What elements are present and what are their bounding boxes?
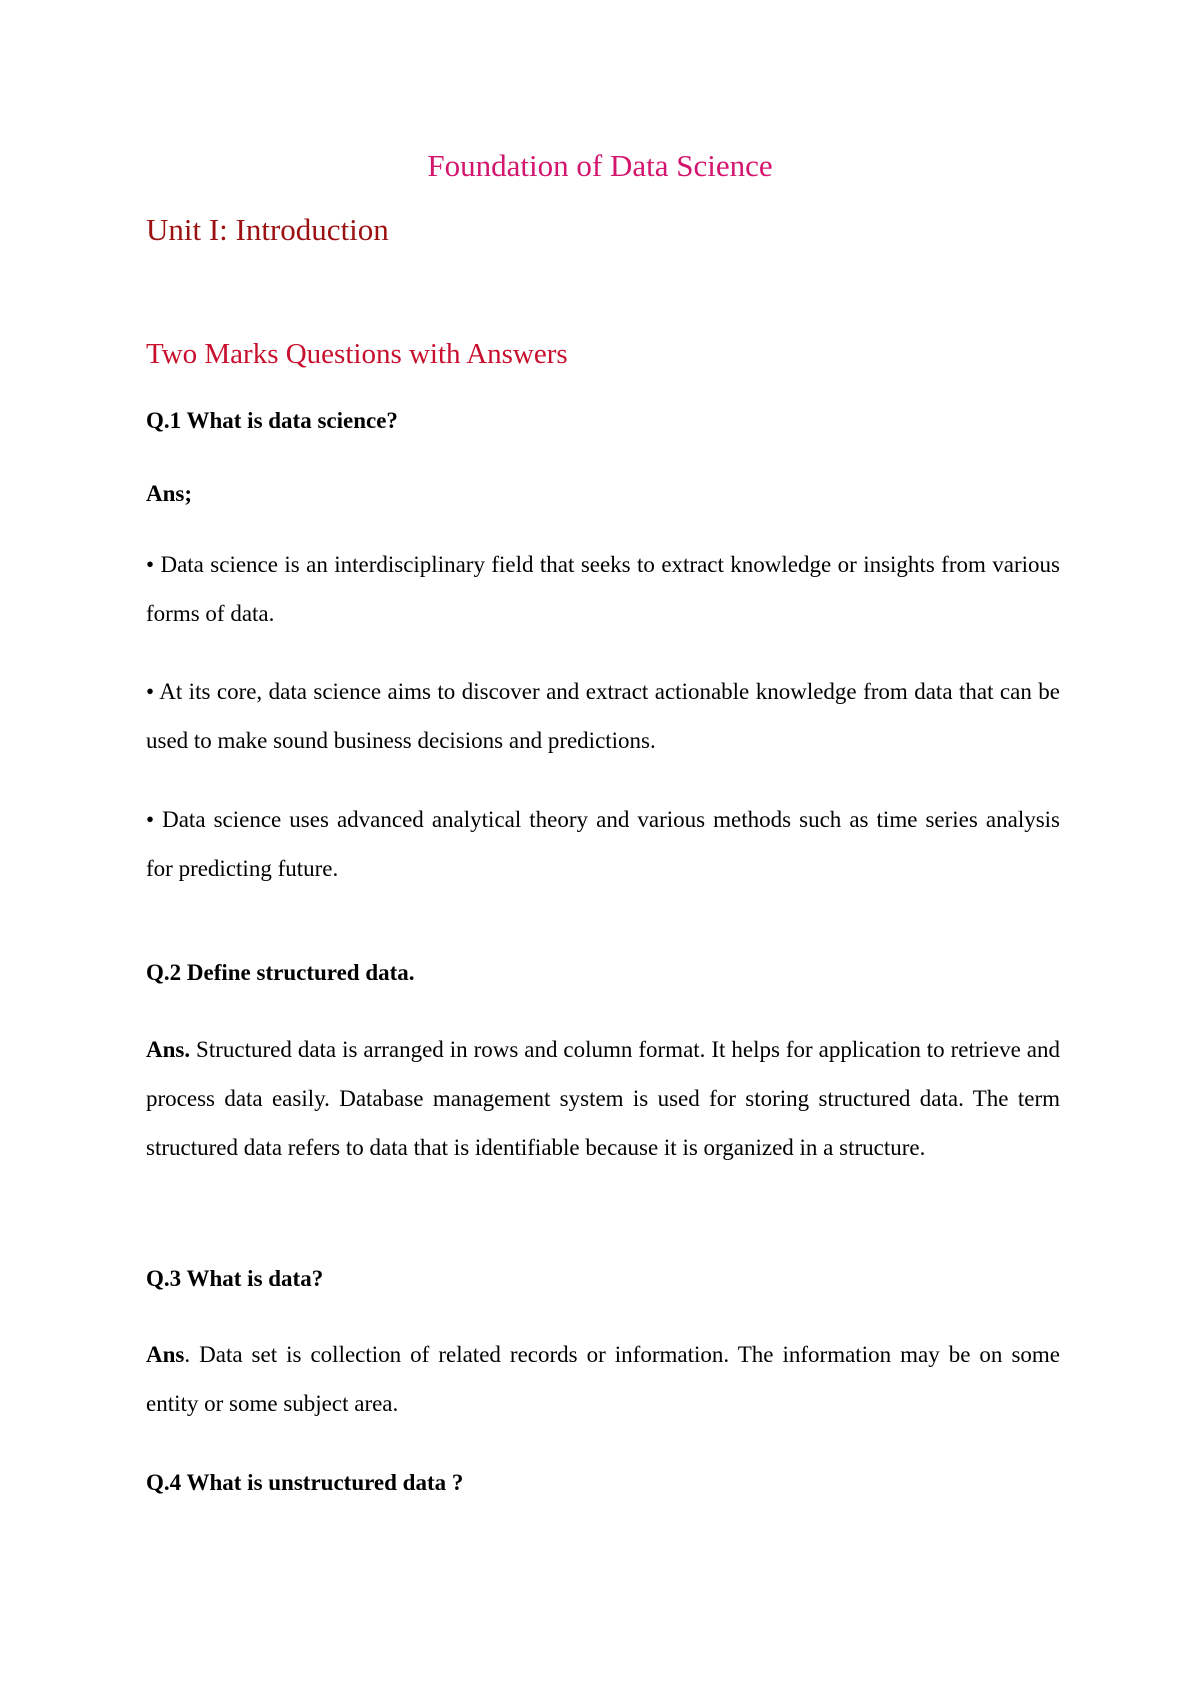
- question-1: Q.1 What is data science?: [146, 408, 398, 433]
- question-3-answer-text: . Data set is collection of related records or information. The information may be on some entity or some subject area.: [146, 1342, 1060, 1416]
- question-2-answer-text: Structured data is arranged in rows and column format. It helps for application to retrieve and process data easily. Database management system is used for storing structured data. The term structured data refers to data that is identifiable because it is organized in a structure.: [146, 1037, 1060, 1160]
- question-1-answer-label: Ans;: [146, 481, 193, 506]
- document-title: Foundation of Data Science: [427, 148, 773, 183]
- unit-title: Unit I: Introduction: [146, 212, 389, 247]
- question-2-answer: [146, 1025, 1060, 1172]
- question-4: Q.4 What is unstructured data ?: [146, 1470, 464, 1495]
- question-2-answer-label: Ans.: [146, 1037, 191, 1062]
- question-2: Q.2 Define structured data.: [146, 960, 415, 985]
- question-1-bullet-1: • Data science is an interdisciplinary field that seeks to extract knowledge or insights from various forms of data.: [146, 552, 1060, 626]
- question-1-bullet-2: • At its core, data science aims to discover and extract actionable knowledge from data that can be used to make sound business decisions and predictions.: [146, 679, 1060, 753]
- question-3: Q.3 What is data?: [146, 1266, 324, 1291]
- question-3-answer: [146, 1330, 1060, 1428]
- question-1-bullet-3: • Data science uses advanced analytical theory and various methods such as time series analysis for predicting future.: [146, 807, 1060, 881]
- question-3-answer-label: Ans: [146, 1342, 185, 1367]
- section-title: Two Marks Questions with Answers: [146, 338, 568, 370]
